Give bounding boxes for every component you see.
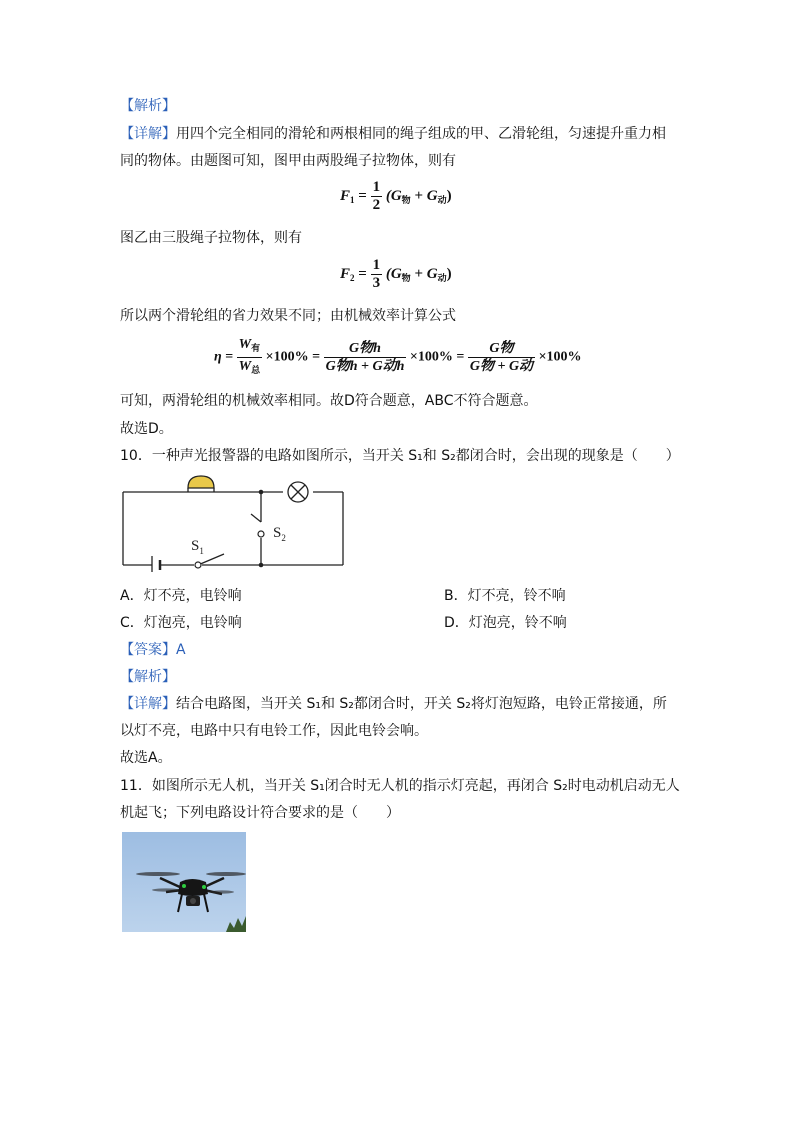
- propeller-icon: [210, 890, 234, 893]
- propeller-icon: [136, 872, 180, 876]
- indicator-light-icon: [182, 884, 186, 888]
- detail-line-2: 同的物体。由题图可知，图甲由两股绳子拉物体，则有: [120, 153, 456, 169]
- drone-photo: [122, 832, 246, 932]
- analysis-tag: 【解析】: [120, 98, 176, 114]
- indicator-light-icon: [202, 885, 206, 889]
- choose-d: 故选D。: [120, 421, 173, 437]
- answer-10: 【答案】A: [120, 642, 186, 658]
- switch-s2-pivot: [258, 531, 264, 537]
- label-s2: $S_2$: [273, 525, 286, 543]
- option-d: D．灯泡亮，铃不响: [444, 615, 567, 631]
- equation-efficiency: η = $\frac{W_有}{W_总}$ ×100% = $\frac{\text{G物h}}{\text{G物h + G动h}}$ ×100% = $\frac{\text{G物}}{\text{G物 + G动}}$ ×100%: [214, 337, 582, 375]
- detail-10-line-1: 【详解】结合电路图，当开关 S₁和 S₂都闭合时，开关 S₂将灯泡短路，电铃正常接通，所: [120, 696, 667, 712]
- question-10: 10．一种声光报警器的电路如图所示，当开关 S₁和 S₂都闭合时，会出现的现象是（ ）: [120, 448, 680, 464]
- option-b: B．灯不亮，铃不响: [444, 588, 566, 604]
- propeller-icon: [206, 872, 246, 876]
- question-11-line-1: 11．如图所示无人机，当开关 S₁闭合时无人机的指示灯亮起，再闭合 S₂时电动机启动无人: [120, 778, 680, 794]
- bell-icon: [188, 476, 214, 488]
- junction-bottom: [259, 563, 264, 568]
- text-so: 所以两个滑轮组的省力效果不同；由机械效率计算公式: [120, 308, 456, 324]
- choose-a: 故选A。: [120, 750, 172, 766]
- circuit-diagram: [118, 472, 348, 572]
- junction-top: [259, 490, 264, 495]
- equation-f2: $F_2$ = $\frac{1}{3}$ $(G_物 + G_动)$: [340, 257, 452, 291]
- option-a: A．灯不亮，电铃响: [120, 588, 242, 604]
- equation-f1: $F_1$ = $\frac{1}{2}$ $(G_物 + G_动)$: [340, 179, 452, 213]
- switch-s1-pivot: [195, 562, 201, 568]
- analysis-tag-10: 【解析】: [120, 669, 176, 685]
- question-11-line-2: 机起飞；下列电路设计符合要求的是（ ）: [120, 805, 400, 821]
- text-yi: 图乙由三股绳子拉物体，则有: [120, 230, 302, 246]
- propeller-icon: [152, 888, 180, 891]
- detail-line-1: 【详解】用四个完全相同的滑轮和两根相同的绳子组成的甲、乙滑轮组，匀速提升重力相: [120, 126, 666, 142]
- switch-s2-blade: [251, 514, 261, 522]
- label-s1: $S_1$: [191, 538, 204, 556]
- text-know: 可知，两滑轮组的机械效率相同。故D符合题意，ABC不符合题意。: [120, 393, 538, 409]
- detail-10-line-2: 以灯不亮，电路中只有电铃工作，因此电铃会响。: [120, 723, 428, 739]
- option-c: C．灯泡亮，电铃响: [120, 615, 242, 631]
